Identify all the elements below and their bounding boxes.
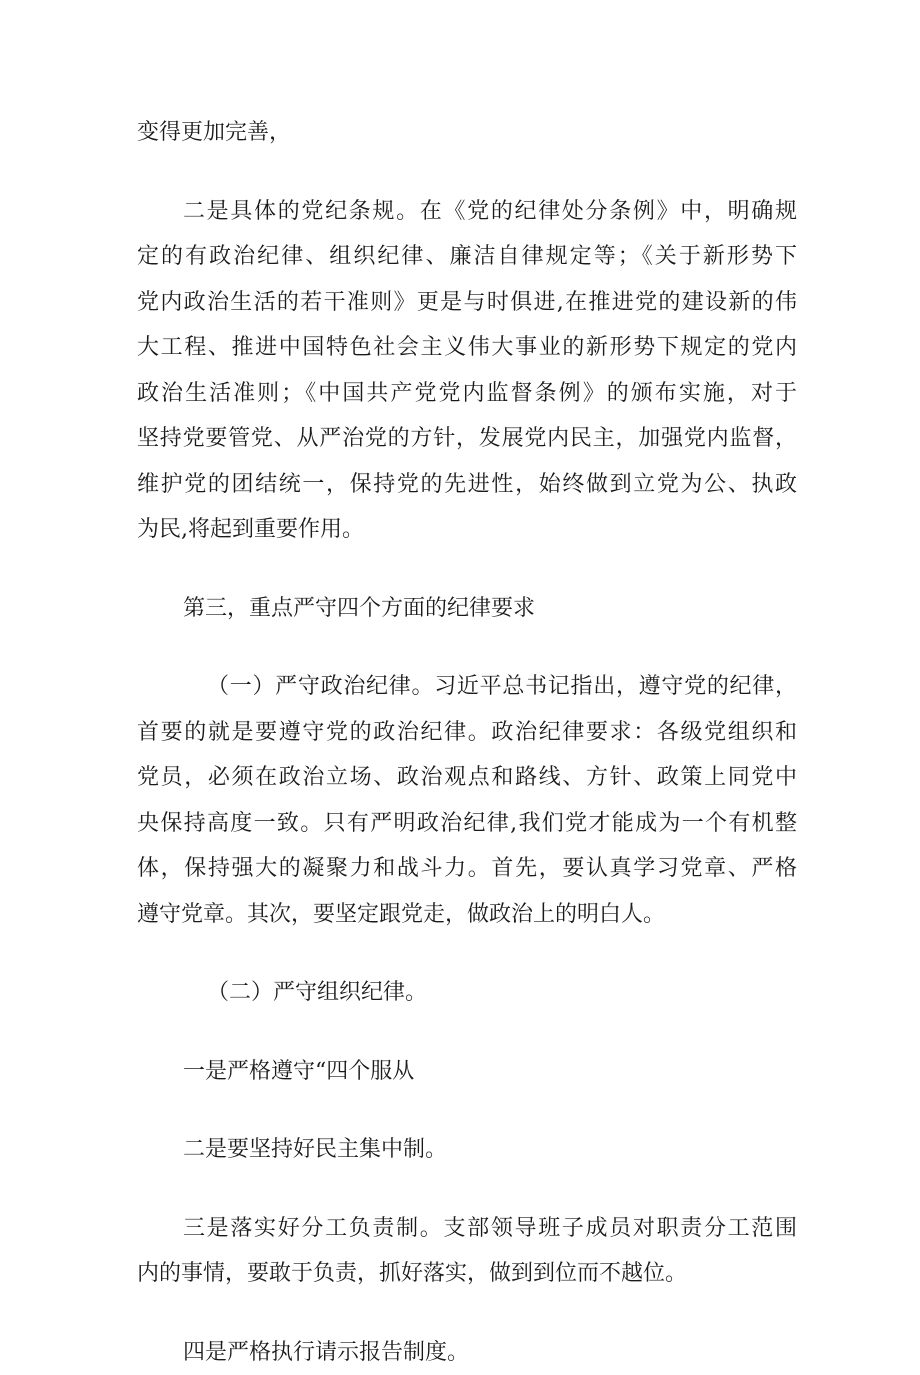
paragraph-line: 一是严格遵守“四个服从: [137, 1049, 797, 1095]
paragraph-line: 首要的就是要遵守党的政治纪律。政治纪律要求：各级党组织和: [137, 710, 797, 756]
section-heading-organizational-discipline: [137, 970, 797, 1016]
paragraph-line: 体，保持强大的凝聚力和战斗力。首先，要认真学习党章、严格: [137, 846, 797, 892]
paragraph-item-three: [137, 1206, 797, 1297]
paragraph-line: 内的事情，要敢于负责，抓好落实，做到到位而不越位。: [137, 1251, 797, 1297]
document-body: [137, 110, 797, 1375]
paragraph-line: 变得更加完善，: [137, 110, 797, 156]
paragraph-line: 维护党的团结统一，保持党的先进性，始终做到立党为公、执政: [137, 462, 797, 508]
paragraph-line: 为民,将起到重要作用。: [137, 507, 797, 553]
paragraph-item-two: [137, 1127, 797, 1173]
paragraph-line: 党内政治生活的若干准则》更是与时俱进,在推进党的建设新的伟: [137, 280, 797, 326]
paragraph-line: 党员，必须在政治立场、政治观点和路线、方针、政策上同党中: [137, 755, 797, 801]
paragraph-line: 定的有政治纪律、组织纪律、廉洁自律规定等；《关于新形势下: [137, 234, 797, 280]
paragraph-item-four: [137, 1330, 797, 1375]
paragraph-political-discipline: [137, 664, 797, 937]
paragraph-line: 央保持高度一致。只有严明政治纪律,我们党才能成为一个有机整: [137, 801, 797, 847]
paragraph-line: 大工程、推进中国特色社会主义伟大事业的新形势下规定的党内: [137, 325, 797, 371]
paragraph-line: （二）严守组织纪律。: [137, 970, 797, 1016]
paragraph-line: 政治生活准则；《中国共产党党内监督条例》的颁布实施，对于: [137, 371, 797, 417]
paragraph-line: 遵守党章。其次，要坚定跟党走，做政治上的明白人。: [137, 892, 797, 938]
paragraph-line: 二是具体的党纪条规。在《党的纪律处分条例》中，明确规: [137, 189, 797, 235]
paragraph-1: [137, 110, 797, 156]
paragraph-line: 坚持党要管党、从严治党的方针，发展党内民主，加强党内监督，: [137, 416, 797, 462]
paragraph-2: [137, 189, 797, 553]
paragraph-line: 四是严格执行请示报告制度。: [137, 1330, 797, 1375]
paragraph-item-one: [137, 1049, 797, 1095]
paragraph-line: 二是要坚持好民主集中制。: [137, 1127, 797, 1173]
paragraph-line: 三是落实好分工负责制。支部领导班子成员对职责分工范围: [137, 1206, 797, 1252]
paragraph-line: （一）严守政治纪律。习近平总书记指出，遵守党的纪律，: [137, 664, 797, 710]
paragraph-line: 第三，重点严守四个方面的纪律要求: [137, 586, 797, 632]
section-heading-third: [137, 586, 797, 632]
